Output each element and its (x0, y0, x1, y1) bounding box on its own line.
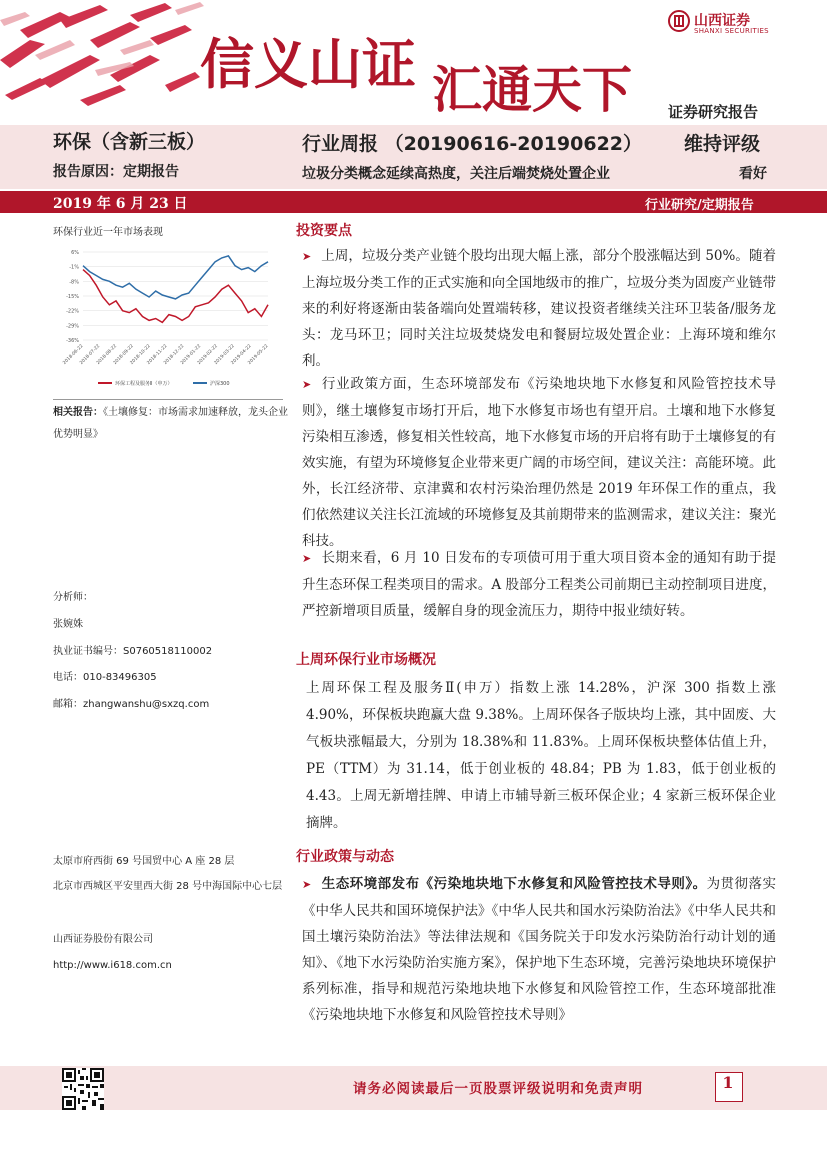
chart-y-tick-label: -36% (66, 338, 79, 344)
report-date: 2019 年 6 月 23 日 (53, 196, 188, 212)
policy-headline: 生态环境部发布《污染地块地下水修复和风险管控技术导则》。 (321, 876, 707, 892)
chart-series-line (83, 256, 268, 299)
company-website[interactable]: http://www.i618.com.cn (53, 960, 172, 971)
invest-text-3: 长期来看，6 月 10 日发布的专项债可用于重大项目资本金的通知有助于提升生态环保工程类项目的需求。A 股部分工程类公司前期已主动控制项目进度，严控新增项目质量，缓解自身的现金流压力，期待中报业绩好转。 (302, 550, 776, 619)
analyst-phone: 电话：010-83496305 (53, 672, 157, 683)
analyst-name: 张婉姝 (53, 619, 83, 630)
invest-paragraph-2 (302, 371, 776, 554)
headline: 垃圾分类概念延续高热度，关注后端焚烧处置企业 (302, 166, 610, 182)
related-report-title: 《土壤修复：市场需求加速释放，龙头企业优势明显》 (53, 407, 288, 440)
arrow-bullet-icon: ➤ (302, 250, 312, 263)
invest-text-2: 行业政策方面，生态环境部发布《污染地块地下水修复和风险管控技术导则》，继土壤修复市场打开后，地下水修复市场也有望开启。土壤和地下水修复污染相互渗透，修复相关性较高，地下水修复市场的开启将有助于土壤修复的有效实施，有望为环境修复企业带来更广阔的市场空间，建议关注：高能环境。此外，长江经济带、京津冀和农村污染治理仍然是 2019 年环保工作的重点，我们依然建议关注长江流域的环境修复及其前期带来的监测需求，建议关注：聚光科技。 (302, 376, 776, 549)
chart-title: 环保行业近一年市场表现 (53, 227, 163, 238)
outlook: 看好 (739, 166, 767, 182)
chart-legend-label: 环保工程及服务Ⅱ（申万） (115, 381, 173, 387)
market-section-title: 上周环保行业市场概况 (296, 652, 436, 668)
chart-x-tick-label: 2018-12-22 (163, 343, 186, 366)
brand-name: 山西证券 (694, 13, 750, 29)
analyst-label: 分析师： (53, 592, 93, 603)
invest-paragraph-3 (302, 545, 776, 624)
address-taiyuan: 太原市府西街 69 号国贸中心 A 座 28 层 (53, 856, 235, 867)
company-name: 山西证券股份有限公司 (53, 934, 153, 945)
analyst-email[interactable]: 邮箱：zhangwanshu@sxzq.com (53, 699, 210, 710)
page-number: 1 (722, 1073, 734, 1092)
shanxi-securities-logo-icon (668, 10, 690, 32)
invest-section-title: 投资要点 (296, 223, 352, 239)
chart-y-tick-label: -22% (66, 308, 79, 315)
policy-text: 为贯彻落实《中华人民共和国环境保护法》《中华人民共和国水污染防治法》《中华人民共和国土壤污染防治法》等法律法规和《国务院关于印发水污染防治行动计划的通知》、《地下水污染防治实施方案》，保护地下生态环境，完善污染地块环境保护系列标准，指导和规范污染地块地下水修复和风险管控工作，生态环境部批准《污染地块地下水修复和风险管控技术导则》 (302, 876, 777, 1023)
chart-x-tick-label: 2018-09-22 (112, 343, 135, 366)
arrow-bullet-icon: ➤ (302, 378, 312, 391)
rating: 维持评级 (684, 133, 761, 155)
report-label: 证券研究报告 (668, 103, 759, 121)
chart-x-tick-label: 2019-03-22 (213, 343, 236, 366)
chart-x-tick-label: 2018-06-22 (62, 343, 85, 366)
arrow-bullet-icon: ➤ (302, 878, 312, 891)
brand-name-english: SHANXI SECURITIES (694, 27, 769, 35)
policy-paragraph (302, 871, 776, 1028)
related-label: 相关报告： (53, 407, 103, 418)
chart-x-tick-label: 2019-01-22 (180, 343, 203, 366)
arrow-bullet-icon: ➤ (302, 552, 312, 565)
disclaimer-notice: 请务必阅读最后一页股票评级说明和免责声明 (353, 1081, 643, 1097)
chart-x-tick-label: 2019-05-22 (247, 343, 270, 366)
chart-y-tick-label: -8% (69, 279, 79, 286)
chart-x-tick-label: 2019-04-22 (230, 343, 253, 366)
chart-x-tick-label: 2018-10-22 (129, 343, 152, 366)
related-report (53, 402, 293, 446)
chart-y-tick-label: -29% (66, 323, 79, 330)
chart-legend-label: 沪深300 (210, 381, 230, 387)
report-type: 行业周报 （20190616-20190622） (302, 133, 643, 155)
market-paragraph: 上周环保工程及服务Ⅱ(申万）指数上涨 14.28%，沪深 300 指数上涨 4.90%，环保板块跑赢大盘 9.38%。上周环保各子版块均上涨，其中固废、大气板块涨幅最大，分别为 18.38%和 11.83%。上周环保板块整体估值上升，PE（TTM）为 31.14，低于创业板的 48.84；PB 为 1.83，低于创业板的 4.43。上周无新增挂牌、申请上市辅导新三板环保企业；4 家新三板环保企业摘牌。 (306, 680, 776, 831)
address-beijing: 北京市西城区平安里西大街 28 号中海国际中心七层 (53, 881, 283, 892)
chart-y-tick-label: 6% (71, 250, 79, 256)
slogan-part2: 汇通天下 (432, 60, 632, 119)
chart-y-tick-label: -15% (66, 294, 79, 300)
slogan-part1: 信义山证 (200, 32, 416, 96)
report-category: 行业研究/定期报告 (645, 198, 754, 213)
analyst-cert: 执业证书编号：S0760518110002 (53, 646, 213, 657)
invest-text-1: 上周，垃圾分类产业链个股均出现大幅上涨，部分个股涨幅达到 50%。随着上海垃圾分类工作的正式实施和向全国地级市的推广，垃圾分类为固废产业链带来的利好将逐渐由装备端向处置端转移，建议投资者继续关注环卫装备/服务龙头：龙马环卫；同时关注垃圾焚烧发电和餐厨垃圾处置企业：上海环境和维尔利。 (302, 248, 776, 369)
policy-section-title: 行业政策与动态 (296, 849, 394, 865)
chart-y-tick-label: -1% (69, 264, 79, 271)
chart-x-tick-label: 2018-07-22 (79, 343, 102, 366)
chart-x-tick-label: 2018-11-22 (146, 343, 169, 366)
chart-x-tick-label: 2018-08-22 (96, 343, 119, 366)
report-reason: 报告原因：定期报告 (53, 164, 179, 180)
market-performance-chart (53, 240, 281, 400)
qr-code-icon (62, 1068, 104, 1110)
invest-paragraph-1 (302, 243, 776, 374)
chart-x-tick-label: 2019-02-22 (196, 343, 219, 366)
left-divider (53, 399, 283, 400)
sector-title: 环保（含新三板） (53, 131, 206, 153)
